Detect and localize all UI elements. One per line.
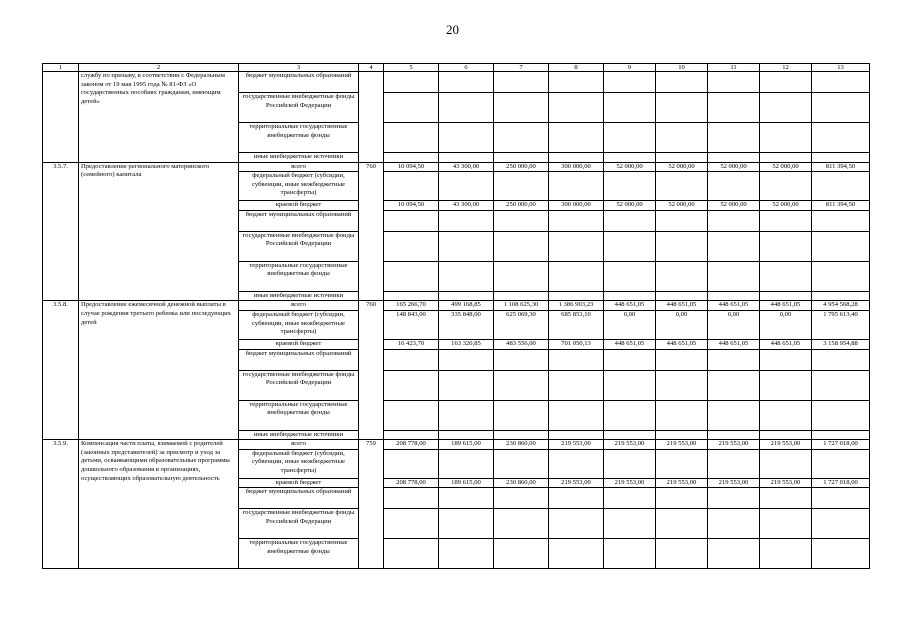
- source-label: бюджет муниципальных образований: [239, 349, 359, 370]
- item-code: 760: [359, 162, 384, 301]
- value-cell: 219 553,00: [760, 440, 812, 450]
- value-cell: 219 553,00: [656, 440, 708, 450]
- budget-table: [42, 63, 870, 569]
- table-row: [43, 72, 870, 93]
- source-label: федеральный бюджет (субсидии, субвенции, иные межбюджетные трансферты): [239, 449, 359, 478]
- value-cell: 52 000,00: [604, 201, 656, 211]
- value-cell: 52 000,00: [656, 162, 708, 172]
- value-cell: 219 553,00: [549, 478, 604, 488]
- source-label: территориальные государственные внебюджетные фонды: [239, 123, 359, 153]
- value-cell: 1 108 625,30: [494, 301, 549, 311]
- value-cell: 189 615,00: [439, 478, 494, 488]
- source-label: территориальные государственные внебюджетные фонды: [239, 400, 359, 430]
- value-cell: 165 266,70: [384, 301, 439, 311]
- source-label: краевой бюджет: [239, 339, 359, 349]
- column-header: 12: [760, 64, 812, 72]
- value-cell: 685 853,10: [549, 310, 604, 339]
- item-name: службу по призыву, в соответствии с Федеральным законом от 19 мая 1995 года № 81-ФЗ «О государственных пособиях гражданам, имеющим детей»: [79, 72, 239, 163]
- value-cell: 300 000,00: [549, 201, 604, 211]
- value-cell: 701 050,13: [549, 339, 604, 349]
- header-row: [43, 64, 870, 72]
- source-label: иные внебюджетные источники: [239, 153, 359, 163]
- item-name: Предоставление регионального материнского (семейного) капитала: [79, 162, 239, 301]
- source-label: федеральный бюджет (субсидии, субвенции, иные межбюджетные трансферты): [239, 172, 359, 201]
- value-cell: 3 158 954,88: [812, 339, 870, 349]
- item-id: 3.5.8.: [43, 301, 79, 440]
- source-label: бюджет муниципальных образований: [239, 72, 359, 93]
- item-name: Предоставление ежемесячной денежной выплаты в случае рождения третьего ребенка или последующих детей: [79, 301, 239, 440]
- source-label: федеральный бюджет (субсидии, субвенции, иные межбюджетные трансферты): [239, 310, 359, 339]
- source-label: государственные внебюджетные фонды Российской Федерации: [239, 231, 359, 261]
- column-header: 2: [79, 64, 239, 72]
- item-id: 3.5.9.: [43, 440, 79, 569]
- value-cell: 52 000,00: [760, 162, 812, 172]
- source-label: государственные внебюджетные фонды Российской Федерации: [239, 509, 359, 539]
- item-id: 3.5.7.: [43, 162, 79, 301]
- column-header: 13: [812, 64, 870, 72]
- value-cell: 208 778,00: [384, 440, 439, 450]
- value-cell: 10 094,50: [384, 162, 439, 172]
- value-cell: 448 651,05: [708, 301, 760, 311]
- source-label: территориальные государственные внебюджетные фонды: [239, 539, 359, 569]
- value-cell: 43 300,00: [439, 201, 494, 211]
- value-cell: 499 168,85: [439, 301, 494, 311]
- column-header: 3: [239, 64, 359, 72]
- source-label: иные внебюджетные источники: [239, 291, 359, 301]
- value-cell: 300 000,00: [549, 162, 604, 172]
- source-label: бюджет муниципальных образований: [239, 210, 359, 231]
- source-label: краевой бюджет: [239, 478, 359, 488]
- value-cell: 483 556,00: [494, 339, 549, 349]
- value-cell: 230 860,00: [494, 478, 549, 488]
- value-cell: 219 553,00: [760, 478, 812, 488]
- value-cell: 0,00: [708, 310, 760, 339]
- column-header: 11: [708, 64, 760, 72]
- column-header: 9: [604, 64, 656, 72]
- value-cell: 811 394,50: [812, 162, 870, 172]
- value-cell: 52 000,00: [708, 201, 760, 211]
- value-cell: 208 778,00: [384, 478, 439, 488]
- value-cell: 219 553,00: [708, 440, 760, 450]
- source-label: всего: [239, 301, 359, 311]
- source-label: краевой бюджет: [239, 201, 359, 211]
- item-id-cell: [43, 72, 79, 163]
- value-cell: 52 000,00: [708, 162, 760, 172]
- value-cell: 1 386 903,23: [549, 301, 604, 311]
- value-cell: 1 795 613,40: [812, 310, 870, 339]
- value-cell: 0,00: [656, 310, 708, 339]
- value-cell: 335 848,00: [439, 310, 494, 339]
- table-row: [43, 440, 870, 450]
- value-cell: 1 727 018,00: [812, 440, 870, 450]
- value-cell: 52 000,00: [760, 201, 812, 211]
- value-cell: 43 300,00: [439, 162, 494, 172]
- value-cell: 10 094,50: [384, 201, 439, 211]
- column-header: 6: [439, 64, 494, 72]
- value-cell: 448 651,05: [760, 339, 812, 349]
- value-cell: 189 615,00: [439, 440, 494, 450]
- value-cell: 448 651,05: [656, 301, 708, 311]
- value-cell: 448 651,05: [708, 339, 760, 349]
- value-cell: 4 954 568,28: [812, 301, 870, 311]
- value-cell: 52 000,00: [656, 201, 708, 211]
- source-label: территориальные государственные внебюджетные фонды: [239, 261, 359, 291]
- value-cell: 448 651,05: [760, 301, 812, 311]
- value-cell: 219 553,00: [656, 478, 708, 488]
- item-code: 759: [359, 440, 384, 569]
- value-cell: 219 553,00: [604, 478, 656, 488]
- value-cell: 230 860,00: [494, 440, 549, 450]
- value-cell: 0,00: [604, 310, 656, 339]
- column-header: 8: [549, 64, 604, 72]
- item-code: 760: [359, 301, 384, 440]
- value-cell: 811 394,50: [812, 201, 870, 211]
- item-code: [359, 72, 384, 163]
- value-cell: 148 843,00: [384, 310, 439, 339]
- value-cell: 625 069,30: [494, 310, 549, 339]
- column-header: 4: [359, 64, 384, 72]
- value-cell: 448 651,05: [604, 301, 656, 311]
- source-label: государственные внебюджетные фонды Российской Федерации: [239, 93, 359, 123]
- value-cell: 1 727 018,00: [812, 478, 870, 488]
- value-cell: 448 651,05: [656, 339, 708, 349]
- column-header: 10: [656, 64, 708, 72]
- column-header: 1: [43, 64, 79, 72]
- value-cell: 16 423,70: [384, 339, 439, 349]
- value-cell: 250 000,00: [494, 162, 549, 172]
- value-cell: 219 553,00: [604, 440, 656, 450]
- value-cell: 0,00: [760, 310, 812, 339]
- column-header: 5: [384, 64, 439, 72]
- value-cell: 163 320,85: [439, 339, 494, 349]
- source-label: иные внебюджетные источники: [239, 430, 359, 440]
- column-header: 7: [494, 64, 549, 72]
- source-label: бюджет муниципальных образований: [239, 488, 359, 509]
- source-label: всего: [239, 162, 359, 172]
- table-row: [43, 162, 870, 172]
- table-row: [43, 301, 870, 311]
- value-cell: 448 651,05: [604, 339, 656, 349]
- value-cell: 219 553,00: [549, 440, 604, 450]
- source-label: государственные внебюджетные фонды Российской Федерации: [239, 370, 359, 400]
- value-cell: 219 553,00: [708, 478, 760, 488]
- value-cell: 250 000,00: [494, 201, 549, 211]
- value-cell: 52 000,00: [604, 162, 656, 172]
- source-label: всего: [239, 440, 359, 450]
- page-number: 20: [446, 22, 459, 37]
- item-name: Компенсация части платы, взимаемой с родителей (законных представителей) за присмотр и уход за детьми, осваивающими образовательные программы дошкольного образования в организациях, осуществляющих образовательную деятельность: [79, 440, 239, 569]
